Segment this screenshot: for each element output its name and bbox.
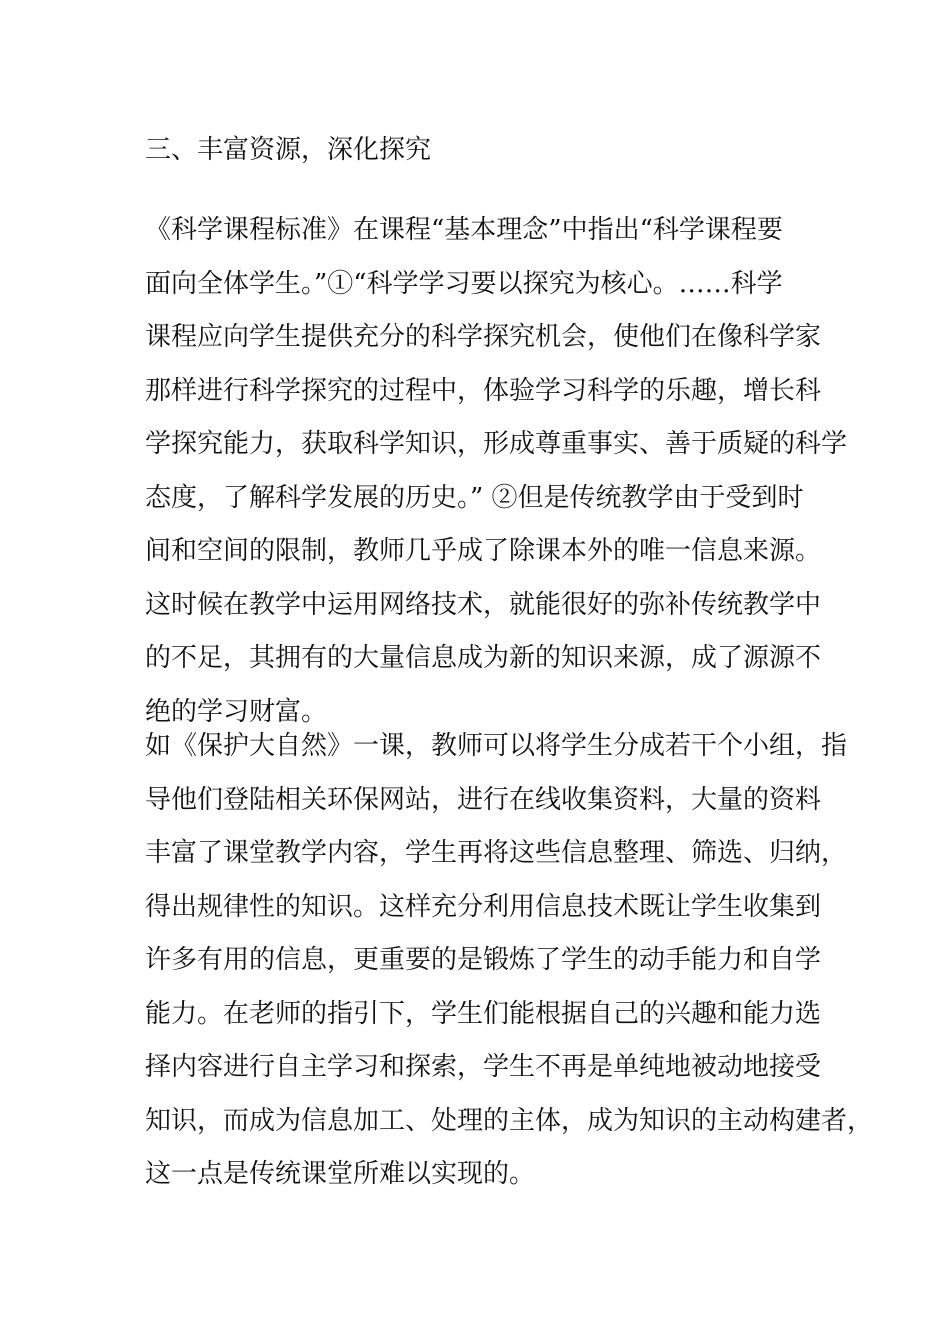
paragraph-line: 这时候在教学中运用网络技术，就能很好的弥补传统教学中 <box>145 589 822 620</box>
paragraph-line: 丰富了课堂教学内容，学生再将这些信息整理、筛选、归纳， <box>145 838 848 868</box>
paragraph-line: 许多有用的信息，更重要的是锻炼了学生的动手能力和自学 <box>145 945 822 975</box>
paragraph-line: 那样进行科学探究的过程中，体验学习科学的乐趣，增长科 <box>145 375 822 406</box>
paragraph-line: 课程应向学生提供充分的科学探究机会，使他们在像科学家 <box>145 322 822 352</box>
paragraph-line: 择内容进行自主学习和探索，学生不再是单纯地被动地接受 <box>145 1052 822 1082</box>
paragraph-line: 如《保护大自然》一课，教师可以将学生分成若干个小组，指 <box>145 731 848 761</box>
paragraph-line: 《科学课程标准》在课程“基本理念”中指出“科学课程要 <box>145 215 783 245</box>
paragraph-line: 能力。在老师的指引下，学生们能根据自己的兴趣和能力选 <box>145 998 822 1029</box>
paragraph-line: 学探究能力，获取科学知识，形成尊重事实、善于质疑的科学 <box>145 429 848 459</box>
paragraph-line: 的不足，其拥有的大量信息成为新的知识来源，成了源源不 <box>145 643 822 673</box>
paragraph-line: 绝的学习财富。 <box>145 696 328 727</box>
paragraph-line: 这一点是传统课堂所难以实现的。 <box>145 1159 536 1189</box>
paragraph-line: 知识，而成为信息加工、处理的主体，成为知识的主动构建者， <box>145 1105 874 1136</box>
paragraph-line: 间和空间的限制，教师几乎成了除课本外的唯一信息来源。 <box>145 536 822 566</box>
paragraph-2 <box>145 720 874 1202</box>
section-heading: 三、丰富资源，深化探究 <box>145 135 432 165</box>
paragraph-1 <box>145 204 848 739</box>
paragraph-line: 得出规律性的知识。这样充分利用信息技术既让学生收集到 <box>145 891 822 922</box>
paragraph-line: 导他们登陆相关环保网站，进行在线收集资料，大量的资料 <box>145 784 822 815</box>
paragraph-line: 态度，了解科学发展的历史。” ②但是传统教学由于受到时 <box>145 482 804 513</box>
paragraph-line: 面向全体学生。”①“科学学习要以探究为核心。……科学 <box>145 268 783 299</box>
